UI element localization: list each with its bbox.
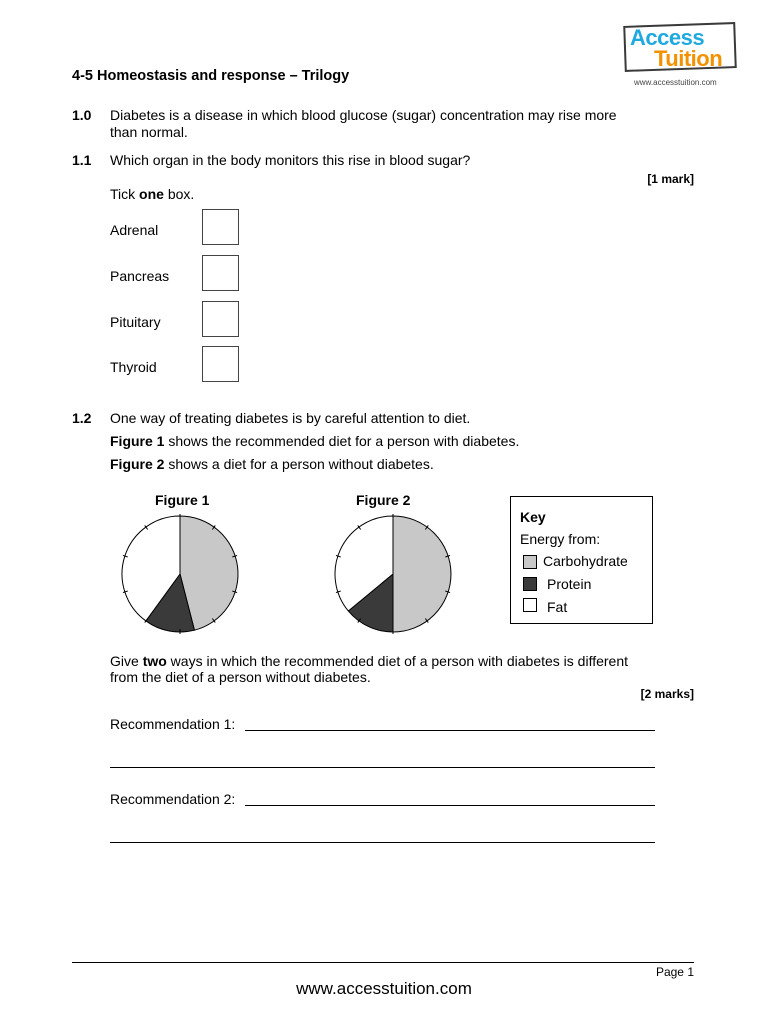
- key-label-protein: Protein: [547, 576, 592, 592]
- footer-rule: [72, 962, 694, 963]
- q1-2-give-line2: from the diet of a person without diabetes.: [110, 669, 371, 685]
- recommendation2-label: Recommendation 2:: [110, 791, 236, 807]
- q1-1-number: 1.1: [72, 152, 92, 168]
- logo-url: www.accesstuition.com: [634, 78, 717, 87]
- key-swatch-fat: [523, 598, 537, 612]
- q1-2-marks: [2 marks]: [640, 687, 694, 701]
- q1-2-number: 1.2: [72, 410, 92, 426]
- page-title: 4-5 Homeostasis and response – Trilogy: [72, 68, 350, 84]
- footer-url: www.accesstuition.com: [296, 979, 472, 998]
- figure2-pie-chart: [331, 512, 455, 636]
- key-label-carbohydrate: Carbohydrate: [543, 553, 628, 569]
- option-label-thyroid: Thyroid: [110, 359, 157, 375]
- q1-0-line2: than normal.: [110, 124, 188, 140]
- key-label-fat: Fat: [547, 599, 568, 615]
- access-tuition-logo: [624, 24, 738, 87]
- page-number: Page 1: [655, 965, 694, 979]
- pie-slice-carbohydrate: [393, 516, 451, 632]
- q1-1-tick-instruction: Tick one box.: [110, 186, 195, 202]
- figure2-title: Figure 2: [356, 492, 411, 508]
- logo-access-text: Access: [630, 25, 705, 50]
- q1-1-question: Which organ in the body monitors this rise in blood sugar?: [110, 152, 471, 168]
- q1-2-give-line1: Give two ways in which the recommended diet of a person with diabetes is different: [110, 653, 629, 669]
- recommendation2-answer-line[interactable]: [245, 805, 655, 806]
- option-label-pituitary: Pituitary: [110, 314, 161, 330]
- q1-1-marks: [1 mark]: [647, 172, 694, 186]
- tick-box-pancreas[interactable]: [202, 255, 239, 291]
- option-label-pancreas: Pancreas: [110, 268, 170, 284]
- chart-key: [510, 496, 653, 624]
- key-swatch-protein: [523, 577, 537, 591]
- tick-box-adrenal[interactable]: [202, 209, 239, 245]
- recommendation1-answer-line[interactable]: [245, 730, 655, 731]
- q1-0-line1: Diabetes is a disease in which blood glucose (sugar) concentration may rise more: [110, 107, 617, 123]
- tick-box-thyroid[interactable]: [202, 346, 239, 382]
- key-subtitle: Energy from:: [520, 531, 601, 547]
- option-label-adrenal: Adrenal: [110, 222, 159, 238]
- recommendation1-label: Recommendation 1:: [110, 716, 236, 732]
- key-swatch-carbohydrate: [523, 555, 537, 569]
- tick-box-pituitary[interactable]: [202, 301, 239, 337]
- q1-2-figure1-text: Figure 1 shows the recommended diet for a person with diabetes.: [110, 433, 520, 449]
- figure1-title: Figure 1: [155, 492, 210, 508]
- q1-2-figure2-text: Figure 2 shows a diet for a person without diabetes.: [110, 456, 434, 472]
- recommendation2-answer-line-2[interactable]: [110, 842, 655, 843]
- q1-0-number: 1.0: [72, 107, 92, 123]
- logo-tuition-text: Tuition: [654, 46, 723, 71]
- q1-2-intro: One way of treating diabetes is by careful attention to diet.: [110, 410, 471, 426]
- figure1-pie-chart: [118, 512, 242, 636]
- key-title: Key: [520, 509, 546, 525]
- recommendation1-answer-line-2[interactable]: [110, 767, 655, 768]
